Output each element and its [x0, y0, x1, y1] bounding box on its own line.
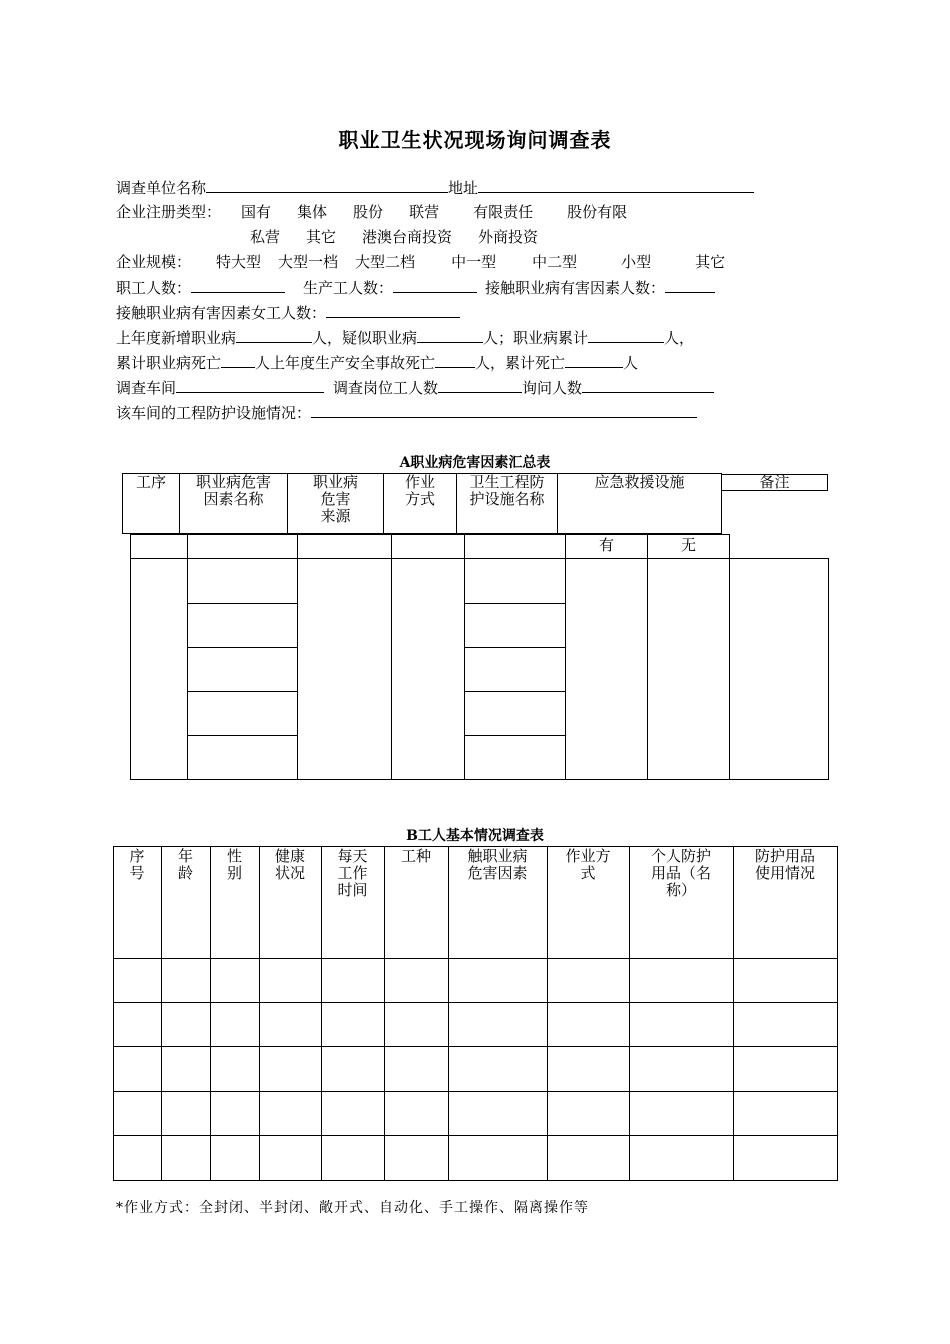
production-field[interactable]	[393, 276, 477, 293]
scale-label: 企业规模：	[116, 253, 192, 271]
table-b-cell[interactable]	[321, 1046, 385, 1092]
table-b-header-label: 号	[129, 864, 145, 882]
cumulative-label: 人；职业病累计	[483, 329, 589, 347]
table-a-cell[interactable]	[647, 558, 730, 780]
table-b-header-label: 触职业病	[467, 847, 528, 865]
person-unit: 人	[623, 354, 639, 372]
table-b-cell[interactable]	[259, 1135, 322, 1181]
table-b-cell[interactable]	[733, 1002, 838, 1047]
new-cases-field[interactable]	[236, 326, 312, 343]
table-b-header-label: 序	[129, 847, 145, 865]
total-deaths-label: 人，累计死亡	[475, 354, 566, 372]
header-facility: 卫生工程防	[469, 473, 545, 491]
table-b-header-label: 年	[177, 847, 193, 865]
reg-type-option: 外商投资	[478, 228, 539, 246]
table-b-header-label: 时间	[337, 881, 368, 899]
header-source: 来源	[320, 507, 351, 525]
scale-option: 中二型	[532, 253, 578, 271]
table-b-cell[interactable]	[161, 958, 211, 1003]
table-b-cell[interactable]	[547, 1002, 630, 1047]
table-b-cell[interactable]	[259, 1046, 322, 1092]
table-b-header-label: 危害因素	[467, 864, 528, 882]
production-label: 生产工人数：	[303, 279, 394, 297]
table-b-cell[interactable]	[629, 1135, 734, 1181]
table-b-header-label: 每天	[337, 847, 368, 865]
table-a-cell[interactable]	[464, 603, 566, 648]
table-b-cell[interactable]	[259, 958, 322, 1003]
unit-name-line	[116, 176, 754, 199]
table-b-cell[interactable]	[384, 1091, 449, 1136]
table-b-cell[interactable]	[161, 1135, 211, 1181]
table-b-title: B工人基本情况调查表	[406, 828, 544, 844]
table-a-cell	[130, 534, 188, 559]
table-a-cell[interactable]	[464, 647, 566, 692]
table-a-cell[interactable]	[187, 558, 298, 604]
reg-type-option: 集体	[297, 203, 328, 221]
new-cases-label: 上年度新增职业病	[116, 329, 237, 347]
header-rescue: 应急救援设施	[594, 473, 685, 491]
table-b-cell[interactable]	[161, 1046, 211, 1092]
table-b-header-label: 工作	[337, 864, 368, 882]
table-a-cell[interactable]	[187, 647, 298, 692]
table-b-cell[interactable]	[113, 1091, 162, 1136]
workshop-field[interactable]	[176, 376, 324, 393]
table-a-cell	[297, 534, 392, 559]
header-source: 职业病	[312, 473, 358, 491]
reg-type-option: 私营	[250, 228, 281, 246]
table-b-cell[interactable]	[384, 958, 449, 1003]
table-b-cell[interactable]	[113, 1046, 162, 1092]
table-b-cell[interactable]	[629, 1091, 734, 1136]
deaths-label: 累计职业病死亡	[116, 354, 222, 372]
table-b-header-label: 式	[580, 864, 596, 882]
table-b-header-label: 作业方	[565, 847, 611, 865]
staff-label: 职工人数：	[116, 279, 192, 297]
table-b-cell[interactable]	[384, 1002, 449, 1047]
exposed-field[interactable]	[665, 276, 715, 293]
table-b-header-label: 状况	[274, 864, 305, 882]
table-b-cell[interactable]	[210, 1046, 260, 1092]
staff-line	[116, 276, 715, 299]
table-a-cell	[391, 534, 465, 559]
table-b-cell[interactable]	[733, 958, 838, 1003]
table-b-cell[interactable]	[448, 958, 548, 1003]
table-b-cell[interactable]	[448, 1091, 548, 1136]
accident-deaths-field[interactable]	[435, 351, 475, 368]
table-b-cell[interactable]	[733, 1135, 838, 1181]
header-mode: 作业	[404, 473, 435, 491]
table-a-cell[interactable]	[130, 558, 188, 780]
table-b-header-label: 用品（名	[650, 864, 711, 882]
table-a-cell[interactable]	[187, 735, 298, 780]
table-b-cell[interactable]	[733, 1091, 838, 1136]
workshop-line	[116, 376, 714, 399]
protection-field[interactable]	[311, 401, 697, 418]
table-a-cell[interactable]	[464, 735, 566, 780]
table-b-cell[interactable]	[629, 1002, 734, 1047]
scale-option: 中一型	[451, 253, 497, 271]
table-a-cell[interactable]	[464, 558, 566, 604]
unit-name-label: 调查单位名称	[116, 179, 207, 197]
deaths-line	[116, 351, 638, 374]
table-b-cell[interactable]	[210, 1002, 260, 1047]
table-b-cell[interactable]	[547, 1135, 630, 1181]
table-b-cell[interactable]	[259, 1002, 322, 1047]
table-b-cell[interactable]	[210, 1135, 260, 1181]
female-exposed-field[interactable]	[326, 301, 460, 318]
reg-type-line-2	[250, 226, 538, 248]
header-yes: 有	[598, 536, 614, 554]
table-b-cell[interactable]	[113, 958, 162, 1003]
table-b-cell[interactable]	[321, 1002, 385, 1047]
table-b-header-label: 龄	[177, 864, 193, 882]
table-a-cell[interactable]	[729, 558, 829, 780]
table-b-header-label: 防护用品	[754, 847, 815, 865]
table-b-cell[interactable]	[259, 1091, 322, 1136]
reg-type-option: 其它	[306, 228, 337, 246]
female-exposed-label: 接触职业病有害因素女工人数：	[116, 304, 327, 322]
reg-type-label: 企业注册类型：	[116, 203, 222, 221]
scale-option: 特大型	[216, 253, 262, 271]
table-b-header-label: 个人防护	[650, 847, 711, 865]
table-b-cell[interactable]	[448, 1046, 548, 1092]
reg-type-option: 有限责任	[473, 203, 534, 221]
reg-type-line	[116, 201, 627, 223]
female-exposed-line	[116, 301, 460, 324]
header-facility: 护设施名称	[469, 490, 545, 508]
table-a-cell[interactable]	[187, 691, 298, 736]
interviewed-label: 询问人数	[522, 379, 583, 397]
table-a-cell[interactable]	[565, 558, 648, 780]
scale-option: 其它	[695, 253, 726, 271]
reg-type-option: 国有	[241, 203, 272, 221]
scale-option: 大型二档	[355, 253, 416, 271]
table-b-header-label: 健康	[274, 847, 305, 865]
total-deaths-field[interactable]	[565, 351, 623, 368]
table-b-cell[interactable]	[321, 958, 385, 1003]
table-b-cell[interactable]	[448, 1135, 548, 1181]
page-title: 职业卫生状况现场询问调查表	[338, 128, 612, 152]
table-b-cell[interactable]	[210, 1091, 260, 1136]
header-hazard: 因素名称	[203, 490, 264, 508]
unit-name-field[interactable]	[206, 176, 448, 193]
table-a-cell	[464, 534, 566, 559]
table-b-cell[interactable]	[547, 1091, 630, 1136]
person-unit: 人，	[664, 329, 695, 347]
staff-field[interactable]	[191, 276, 285, 293]
table-b-cell[interactable]	[113, 1002, 162, 1047]
header-hazard: 职业病危害	[195, 473, 271, 491]
table-a-cell[interactable]	[187, 603, 298, 648]
post-workers-label: 调查岗位工人数	[333, 379, 439, 397]
table-b-cell[interactable]	[161, 1002, 211, 1047]
table-b-cell[interactable]	[210, 958, 260, 1003]
header-process: 工序	[135, 473, 166, 491]
header-source: 危害	[320, 490, 351, 508]
table-b-header-label: 工种	[400, 847, 431, 865]
reg-type-option: 联营	[409, 203, 440, 221]
table-b-header-label: 别	[226, 864, 242, 882]
header-mode: 方式	[404, 490, 435, 508]
reg-type-option: 港澳台商投资	[362, 228, 453, 246]
table-a-cell[interactable]	[297, 558, 392, 780]
header-no: 无	[680, 536, 696, 554]
table-b-cell[interactable]	[161, 1091, 211, 1136]
address-field[interactable]	[478, 176, 754, 193]
deaths-field[interactable]	[221, 351, 255, 368]
scale-option: 大型一档	[278, 253, 339, 271]
header-remark: 备注	[759, 473, 790, 491]
reg-type-option: 股份	[353, 203, 384, 221]
table-b-cell[interactable]	[547, 1046, 630, 1092]
table-b-cell[interactable]	[321, 1135, 385, 1181]
table-b-cell[interactable]	[733, 1046, 838, 1092]
interviewed-field[interactable]	[582, 376, 714, 393]
new-cases-line	[116, 326, 694, 349]
table-b-header-label: 称）	[665, 881, 696, 899]
table-b-cell[interactable]	[384, 1046, 449, 1092]
post-workers-field[interactable]	[438, 376, 522, 393]
footnote: *作业方式：全封闭、半封闭、敞开式、自动化、手工操作、隔离操作等	[116, 1200, 589, 1216]
cumulative-field[interactable]	[588, 326, 664, 343]
table-b-cell[interactable]	[384, 1135, 449, 1181]
table-b-cell[interactable]	[113, 1135, 162, 1181]
reg-type-option: 股份有限	[567, 203, 628, 221]
table-b-cell[interactable]	[629, 1046, 734, 1092]
protection-line	[116, 401, 697, 424]
workshop-label: 调查车间	[116, 379, 177, 397]
suspected-label: 人，疑似职业病	[312, 329, 418, 347]
scale-option: 小型	[621, 253, 652, 271]
table-a-cell[interactable]	[391, 558, 465, 780]
table-a-cell[interactable]	[464, 691, 566, 736]
table-b-cell[interactable]	[321, 1091, 385, 1136]
table-b-header-label: 使用情况	[754, 864, 815, 882]
table-b-cell[interactable]	[448, 1002, 548, 1047]
table-b-cell[interactable]	[547, 958, 630, 1003]
table-b-header-label: 性	[226, 847, 242, 865]
accident-deaths-label: 人上年度生产安全事故死亡	[255, 354, 436, 372]
protection-label: 该车间的工程防护设施情况：	[116, 404, 312, 422]
table-b-cell[interactable]	[629, 958, 734, 1003]
table-a-title: A职业病危害因素汇总表	[399, 455, 551, 471]
address-label: 地址	[448, 179, 479, 197]
table-a-cell	[187, 534, 298, 559]
suspected-field[interactable]	[417, 326, 483, 343]
exposed-label: 接触职业病有害因素人数：	[485, 279, 666, 297]
scale-line	[116, 251, 725, 273]
